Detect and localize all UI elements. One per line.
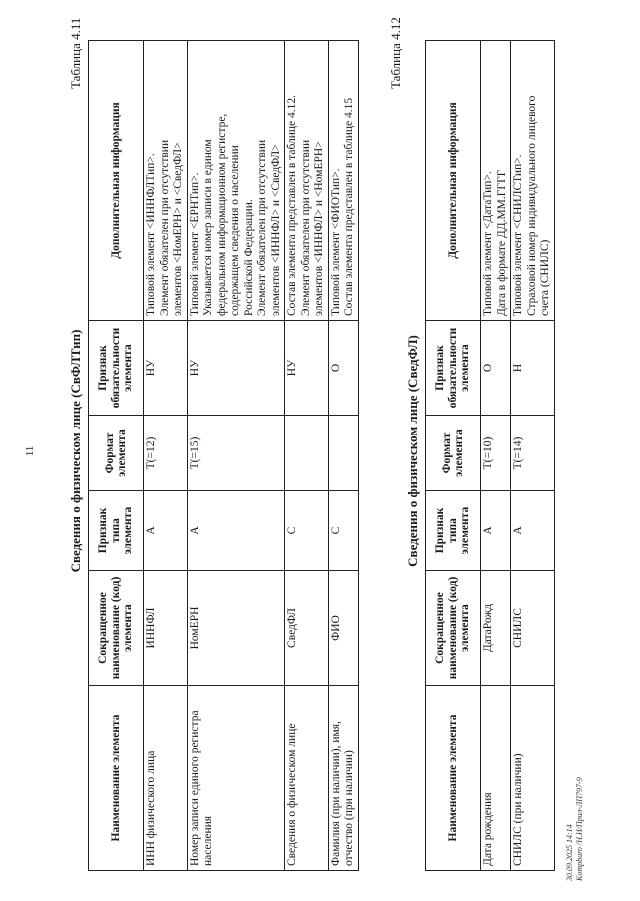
table-cell: Фамилия (при наличии), имя, отчество (при наличии) (328, 686, 358, 871)
table-cell: ИНН физического лица (144, 686, 188, 871)
table-cell: T(=10) (481, 416, 511, 491)
table2-header-short-name: Сокращенное наименование (код) элемента (426, 571, 481, 686)
table2-header-type: Признак типа элемента (426, 491, 481, 571)
table-row (285, 41, 329, 871)
table-row (144, 41, 188, 871)
info-line: счета (СНИЛС) (539, 239, 551, 316)
table-cell: T(=14) (511, 416, 555, 491)
table2-header-name: Наименование элемента (426, 686, 481, 871)
table-cell: Н (511, 321, 555, 416)
table-cell: А (187, 491, 285, 571)
table-cell (285, 416, 329, 491)
table1-header-type: Признак типа элемента (89, 491, 144, 571)
table1-header-mandatory: Признак обязательности элемента (89, 321, 144, 416)
info-line: Состав элемента представлен в таблице 4.15 (343, 97, 355, 316)
table-cell: ИННФЛ (144, 571, 188, 686)
table-cell: T(=15) (187, 416, 285, 491)
info-line: Типовой элемент <ИННФЛТип>. (145, 153, 157, 316)
table1-title: Сведения о физическом лице (СвФЛТип) (68, 329, 83, 573)
table2-label: Таблица 4.12 (388, 17, 403, 89)
table2-header-format: Формат элемента (426, 416, 481, 491)
table-cell: ДатаРожд (481, 571, 511, 686)
table2-header-row (426, 41, 481, 871)
table-cell: НУ (285, 321, 329, 416)
table-cell: С (285, 491, 329, 571)
table2-header-mandatory: Признак обязательности элемента (426, 321, 481, 416)
table1-header-format: Формат элемента (89, 416, 144, 491)
table-cell (144, 41, 188, 321)
footer-timestamp: 30.09.2025 14:14 (565, 824, 574, 881)
info-line: Типовой элемент <ФИОТип>. (329, 168, 342, 316)
page-number: 11 (24, 445, 36, 457)
table-cell: А (144, 491, 188, 571)
table2-header-info: Дополнительная информация (426, 41, 481, 321)
info-line: Элемент обязателен при отсутствии (256, 139, 268, 316)
table-cell: ФИО (328, 571, 358, 686)
table-cell: СНИЛС (при наличии) (511, 686, 555, 871)
table-cell: T(=12) (144, 416, 188, 491)
table-cell: СНИЛС (511, 571, 555, 686)
table-row (328, 41, 358, 871)
info-line: Страховой номер индивидуального лицевого (525, 95, 538, 316)
info-line: Элемент обязателен при отсутствии (299, 139, 312, 316)
table-cell: Сведения о физическом лице (285, 686, 329, 871)
info-line: федеральном информационном регистре, (215, 113, 228, 316)
table-cell: НУ (144, 321, 188, 416)
info-line: содержащем сведения о населении (229, 145, 241, 316)
table-cell: НомЕРН (187, 571, 285, 686)
table-cell (481, 41, 511, 321)
table-cell: А (481, 491, 511, 571)
info-line: элементов <ИННФЛ> и <СведФЛ> (269, 144, 282, 316)
table1-header-row (89, 41, 144, 871)
table-cell: О (328, 321, 358, 416)
info-line: Указывается номер записи в едином (202, 139, 214, 316)
info-line: элементов <ИННФЛ> и <НомЕРН> (313, 141, 325, 316)
table1-header-info: Дополнительная информация (89, 41, 144, 321)
info-line: Дата в формате ДД.ММ.ГГГГ (495, 169, 508, 316)
table1 (88, 40, 359, 871)
info-line: Типовой элемент <ЕРНТип>. (188, 172, 201, 316)
print-footer (565, 777, 585, 881)
footer-path: Kompburo /Н.И/Прил-ЛП797-9 (575, 777, 584, 881)
table-cell (511, 41, 555, 321)
info-line: Типовой элемент <СНИЛСТип>. (512, 154, 524, 316)
table1-header-name: Наименование элемента (89, 686, 144, 871)
info-line: Типовой элемент <ДатаТип>. (482, 171, 494, 316)
info-line: Состав элемента представлен в таблице 4.12. (286, 94, 298, 316)
table-cell: Дата рождения (481, 686, 511, 871)
info-line: элементов <НомЕРН> и <СведФЛ> (172, 142, 184, 316)
table-cell: НУ (187, 321, 285, 416)
info-line: Российской Федерации. (242, 199, 255, 316)
table-row (187, 41, 285, 871)
info-line: Элемент обязателен при отсутствии (158, 139, 171, 316)
table1-label: Таблица 4.11 (68, 17, 83, 89)
table2-title: Сведения о физическом лице (СведФЛ) (405, 335, 420, 567)
table-cell: СведФЛ (285, 571, 329, 686)
table-cell (328, 41, 358, 321)
table-row (511, 41, 555, 871)
table-cell (328, 416, 358, 491)
table2 (425, 40, 555, 871)
table-cell (187, 41, 285, 321)
table-cell: Номер записи единого регистра населения (187, 686, 285, 871)
table-cell (285, 41, 329, 321)
table-row (481, 41, 511, 871)
table1-header-short-name: Сокращенное наименование (код) элемента (89, 571, 144, 686)
table-cell: С (328, 491, 358, 571)
table-cell: О (481, 321, 511, 416)
table-cell: А (511, 491, 555, 571)
